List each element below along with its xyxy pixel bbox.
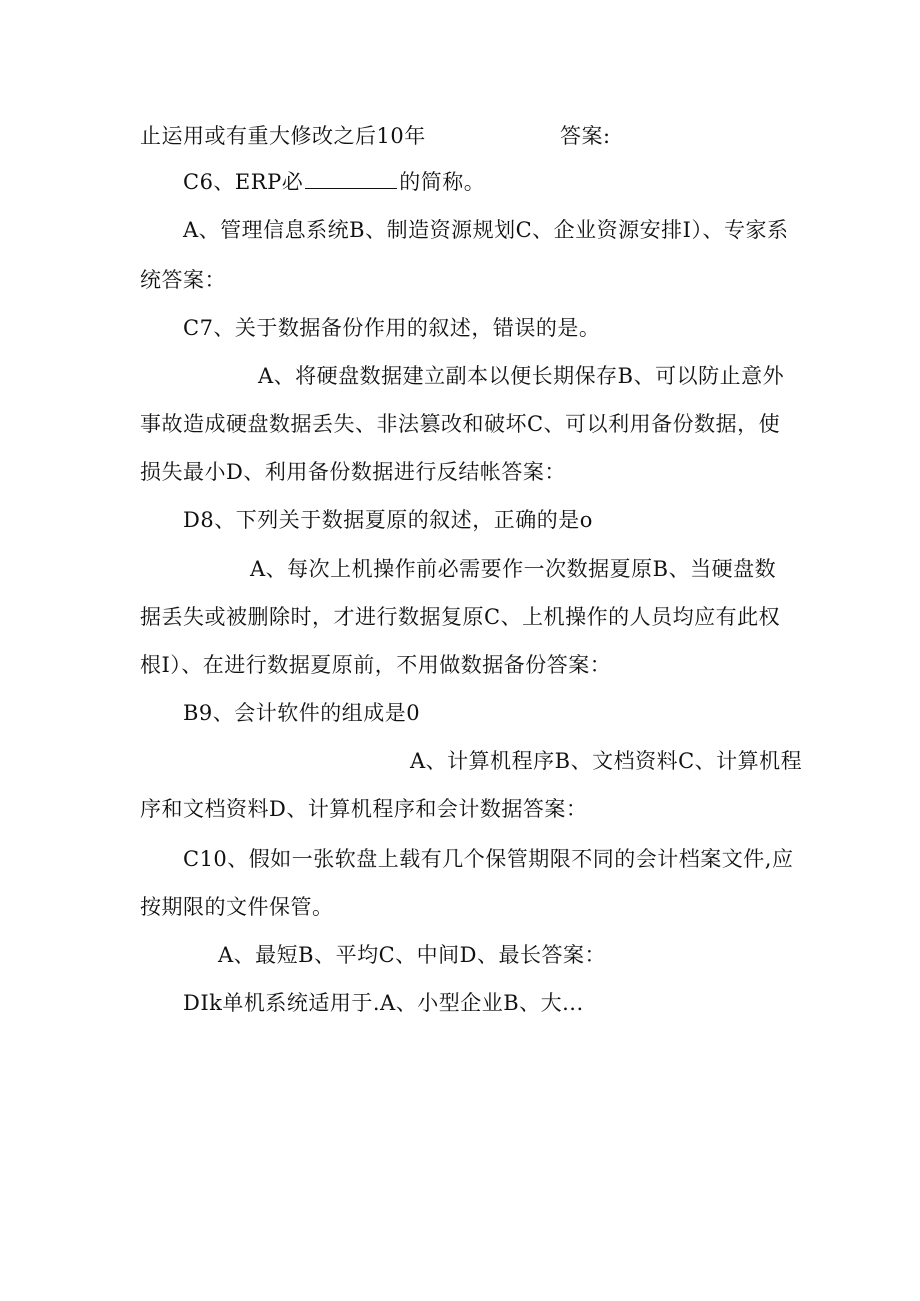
question-text: C6、ERP必 xyxy=(183,170,304,194)
question-line: C7、关于数据备份作用的叙述，错误的是。 xyxy=(183,316,601,340)
options-line: A、管理信息系统B、制造资源规划C、企业资源安排I）、专家系 xyxy=(183,218,789,242)
text-line: 止运用或有重大修改之后10年 xyxy=(140,124,426,148)
question-line: DIk单机系统适用于.A、小型企业B、大... xyxy=(183,991,584,1015)
text-line: 统答案： xyxy=(140,268,226,292)
text-line: 事故造成硬盘数据丢失、非法篡改和破坏C、可以利用备份数据，使 xyxy=(140,412,781,436)
text-line: 损失最小D、利用备份数据进行反结帐答案： xyxy=(140,460,566,484)
question-line xyxy=(183,168,485,196)
options-line: A、计算机程序B、文档资料C、计算机程 xyxy=(410,749,803,773)
answer-label: 答案: xyxy=(560,124,611,148)
text-line: 根I）、在进行数据夏原前，不用做数据备份答案： xyxy=(140,653,612,677)
options-line: A、最短B、平均C、中间D、最长答案： xyxy=(218,943,607,967)
question-line: B9、会计软件的组成是0 xyxy=(183,701,421,725)
options-line: A、将硬盘数据建立副本以便长期保存B、可以防止意外 xyxy=(258,364,785,388)
question-text: 的简称。 xyxy=(399,170,486,194)
text-line: 据丢失或被删除时，才进行数据复原C、上机操作的人员均应有此权 xyxy=(140,605,781,629)
text-line: 按期限的文件保管。 xyxy=(140,895,334,919)
question-line: C10、假如一张软盘上载有几个保管期限不同的会计档案文件,应 xyxy=(183,847,794,871)
fill-in-blank xyxy=(305,170,397,189)
text-line: 序和文档资料D、计算机程序和会计数据答案： xyxy=(140,797,588,821)
options-line: A、每次上机操作前必需要作一次数据夏原B、当硬盘数 xyxy=(250,557,777,581)
question-line: D8、下列关于数据夏原的叙述，正确的是o xyxy=(183,508,593,532)
